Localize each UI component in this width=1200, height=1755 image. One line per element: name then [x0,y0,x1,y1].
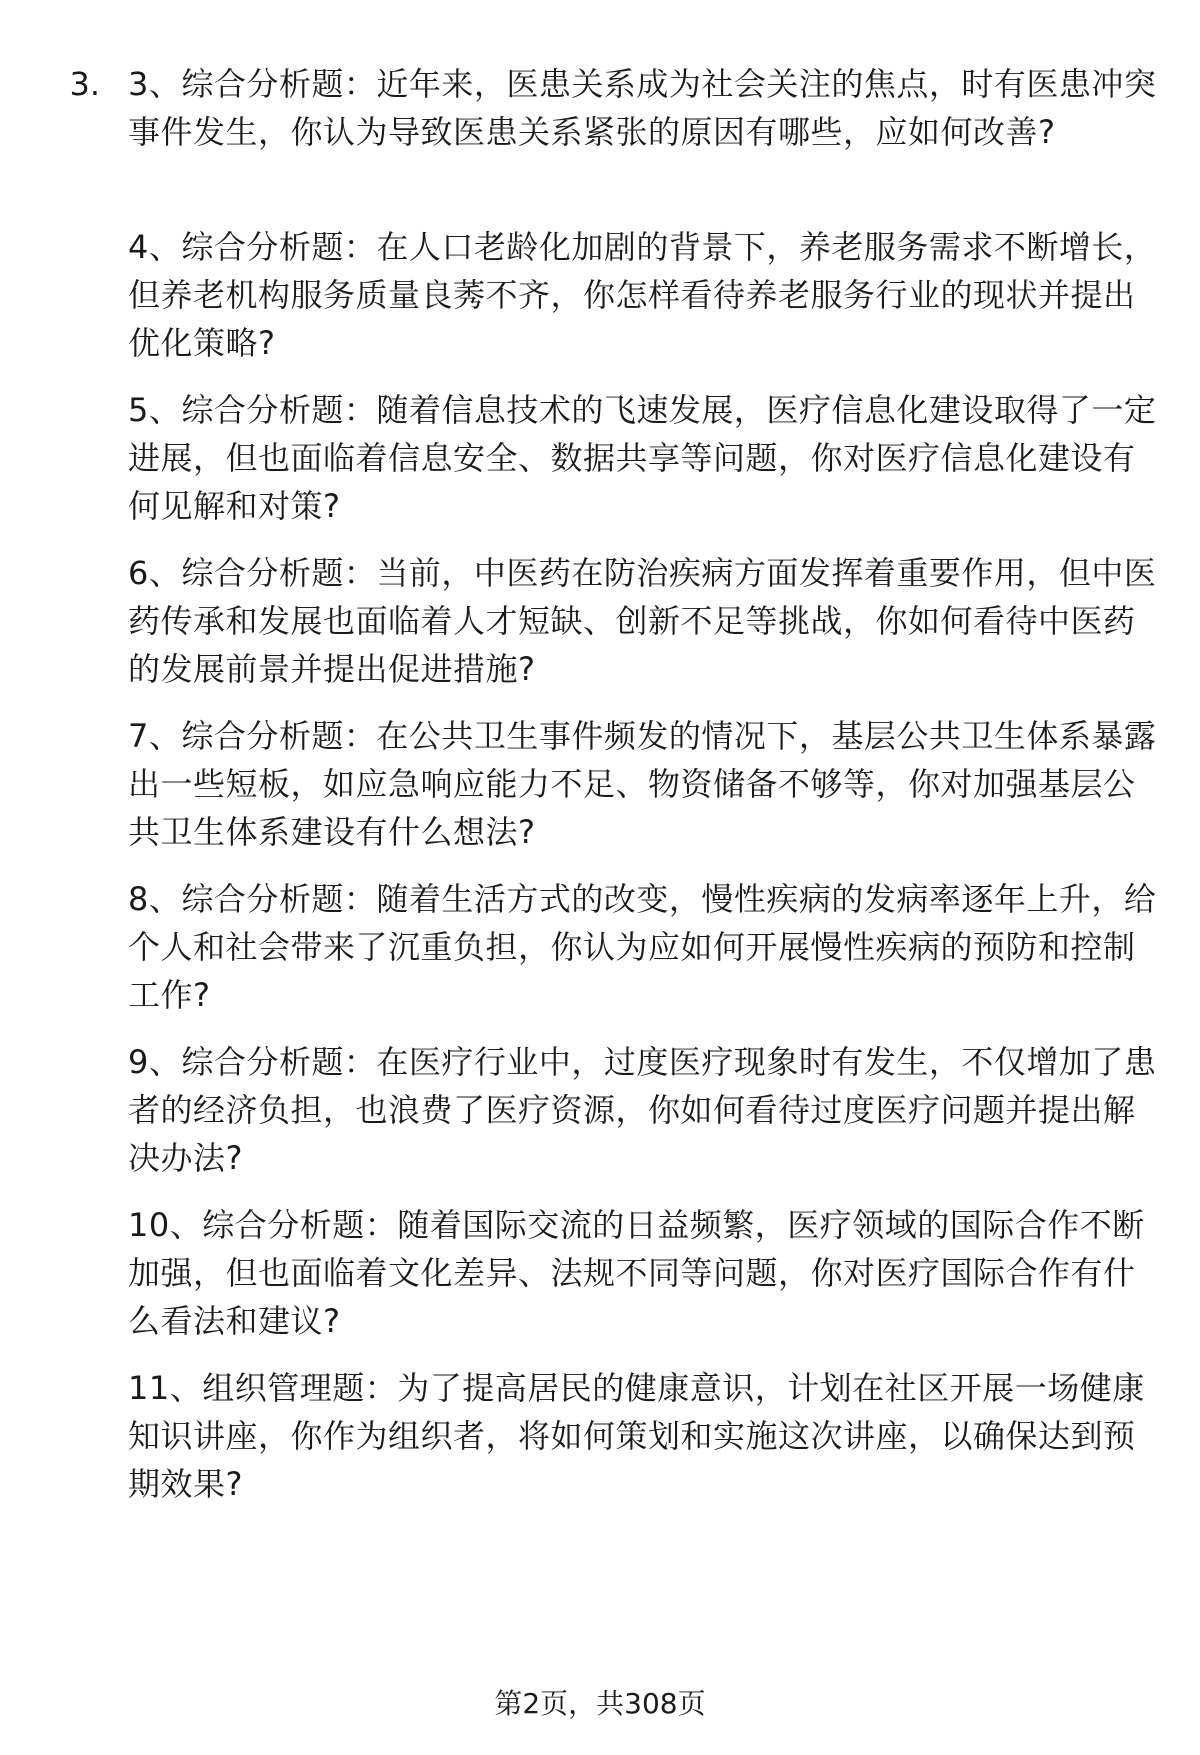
question-text: 6、综合分析题：当前，中医药在防治疾病方面发挥着重要作用，但中医药传承和发展也面临着人才短缺、创新不足等挑战，你如何看待中医药的发展前景并提出促进措施? [128,554,1157,688]
question-text: 3、综合分析题：近年来，医患关系成为社会关注的焦点，时有医患冲突事件发生，你认为导致医患关系紧张的原因有哪些，应如何改善? [128,65,1157,151]
question-text: 4、综合分析题：在人口老龄化加剧的背景下，养老服务需求不断增长，但养老机构服务质量良莠不齐，你怎样看待养老服务行业的现状并提出优化策略? [128,228,1157,362]
question-number: 3. [69,65,100,103]
question-text: 9、综合分析题：在医疗行业中，过度医疗现象时有发生，不仅增加了患者的经济负担，也浪费了医疗资源，你如何看待过度医疗问题并提出解决办法? [128,1043,1157,1177]
question-text: 10、综合分析题：随着国际交流的日益频繁，医疗领域的国际合作不断加强，但也面临着文化差异、法规不同等问题，你对医疗国际合作有什么看法和建议? [128,1206,1145,1340]
question-text: 8、综合分析题：随着生活方式的改变，慢性疾病的发病率逐年上升，给个人和社会带来了沉重负担，你认为应如何开展慢性疾病的预防和控制工作? [128,880,1157,1014]
page-footer: 第2页，共308页 [494,1687,706,1720]
question-text: 5、综合分析题：随着信息技术的飞速发展，医疗信息化建设取得了一定进展，但也面临着信息安全、数据共享等问题，你对医疗信息化建设有何见解和对策? [128,391,1157,525]
question-text: 11、组织管理题：为了提高居民的健康意识，计划在社区开展一场健康知识讲座，你作为组织者，将如何策划和实施这次讲座，以确保达到预期效果? [128,1369,1145,1503]
question-text: 7、综合分析题：在公共卫生事件频发的情况下，基层公共卫生体系暴露出一些短板，如应急响应能力不足、物资储备不够等，你对加强基层公共卫生体系建设有什么想法? [128,717,1157,851]
